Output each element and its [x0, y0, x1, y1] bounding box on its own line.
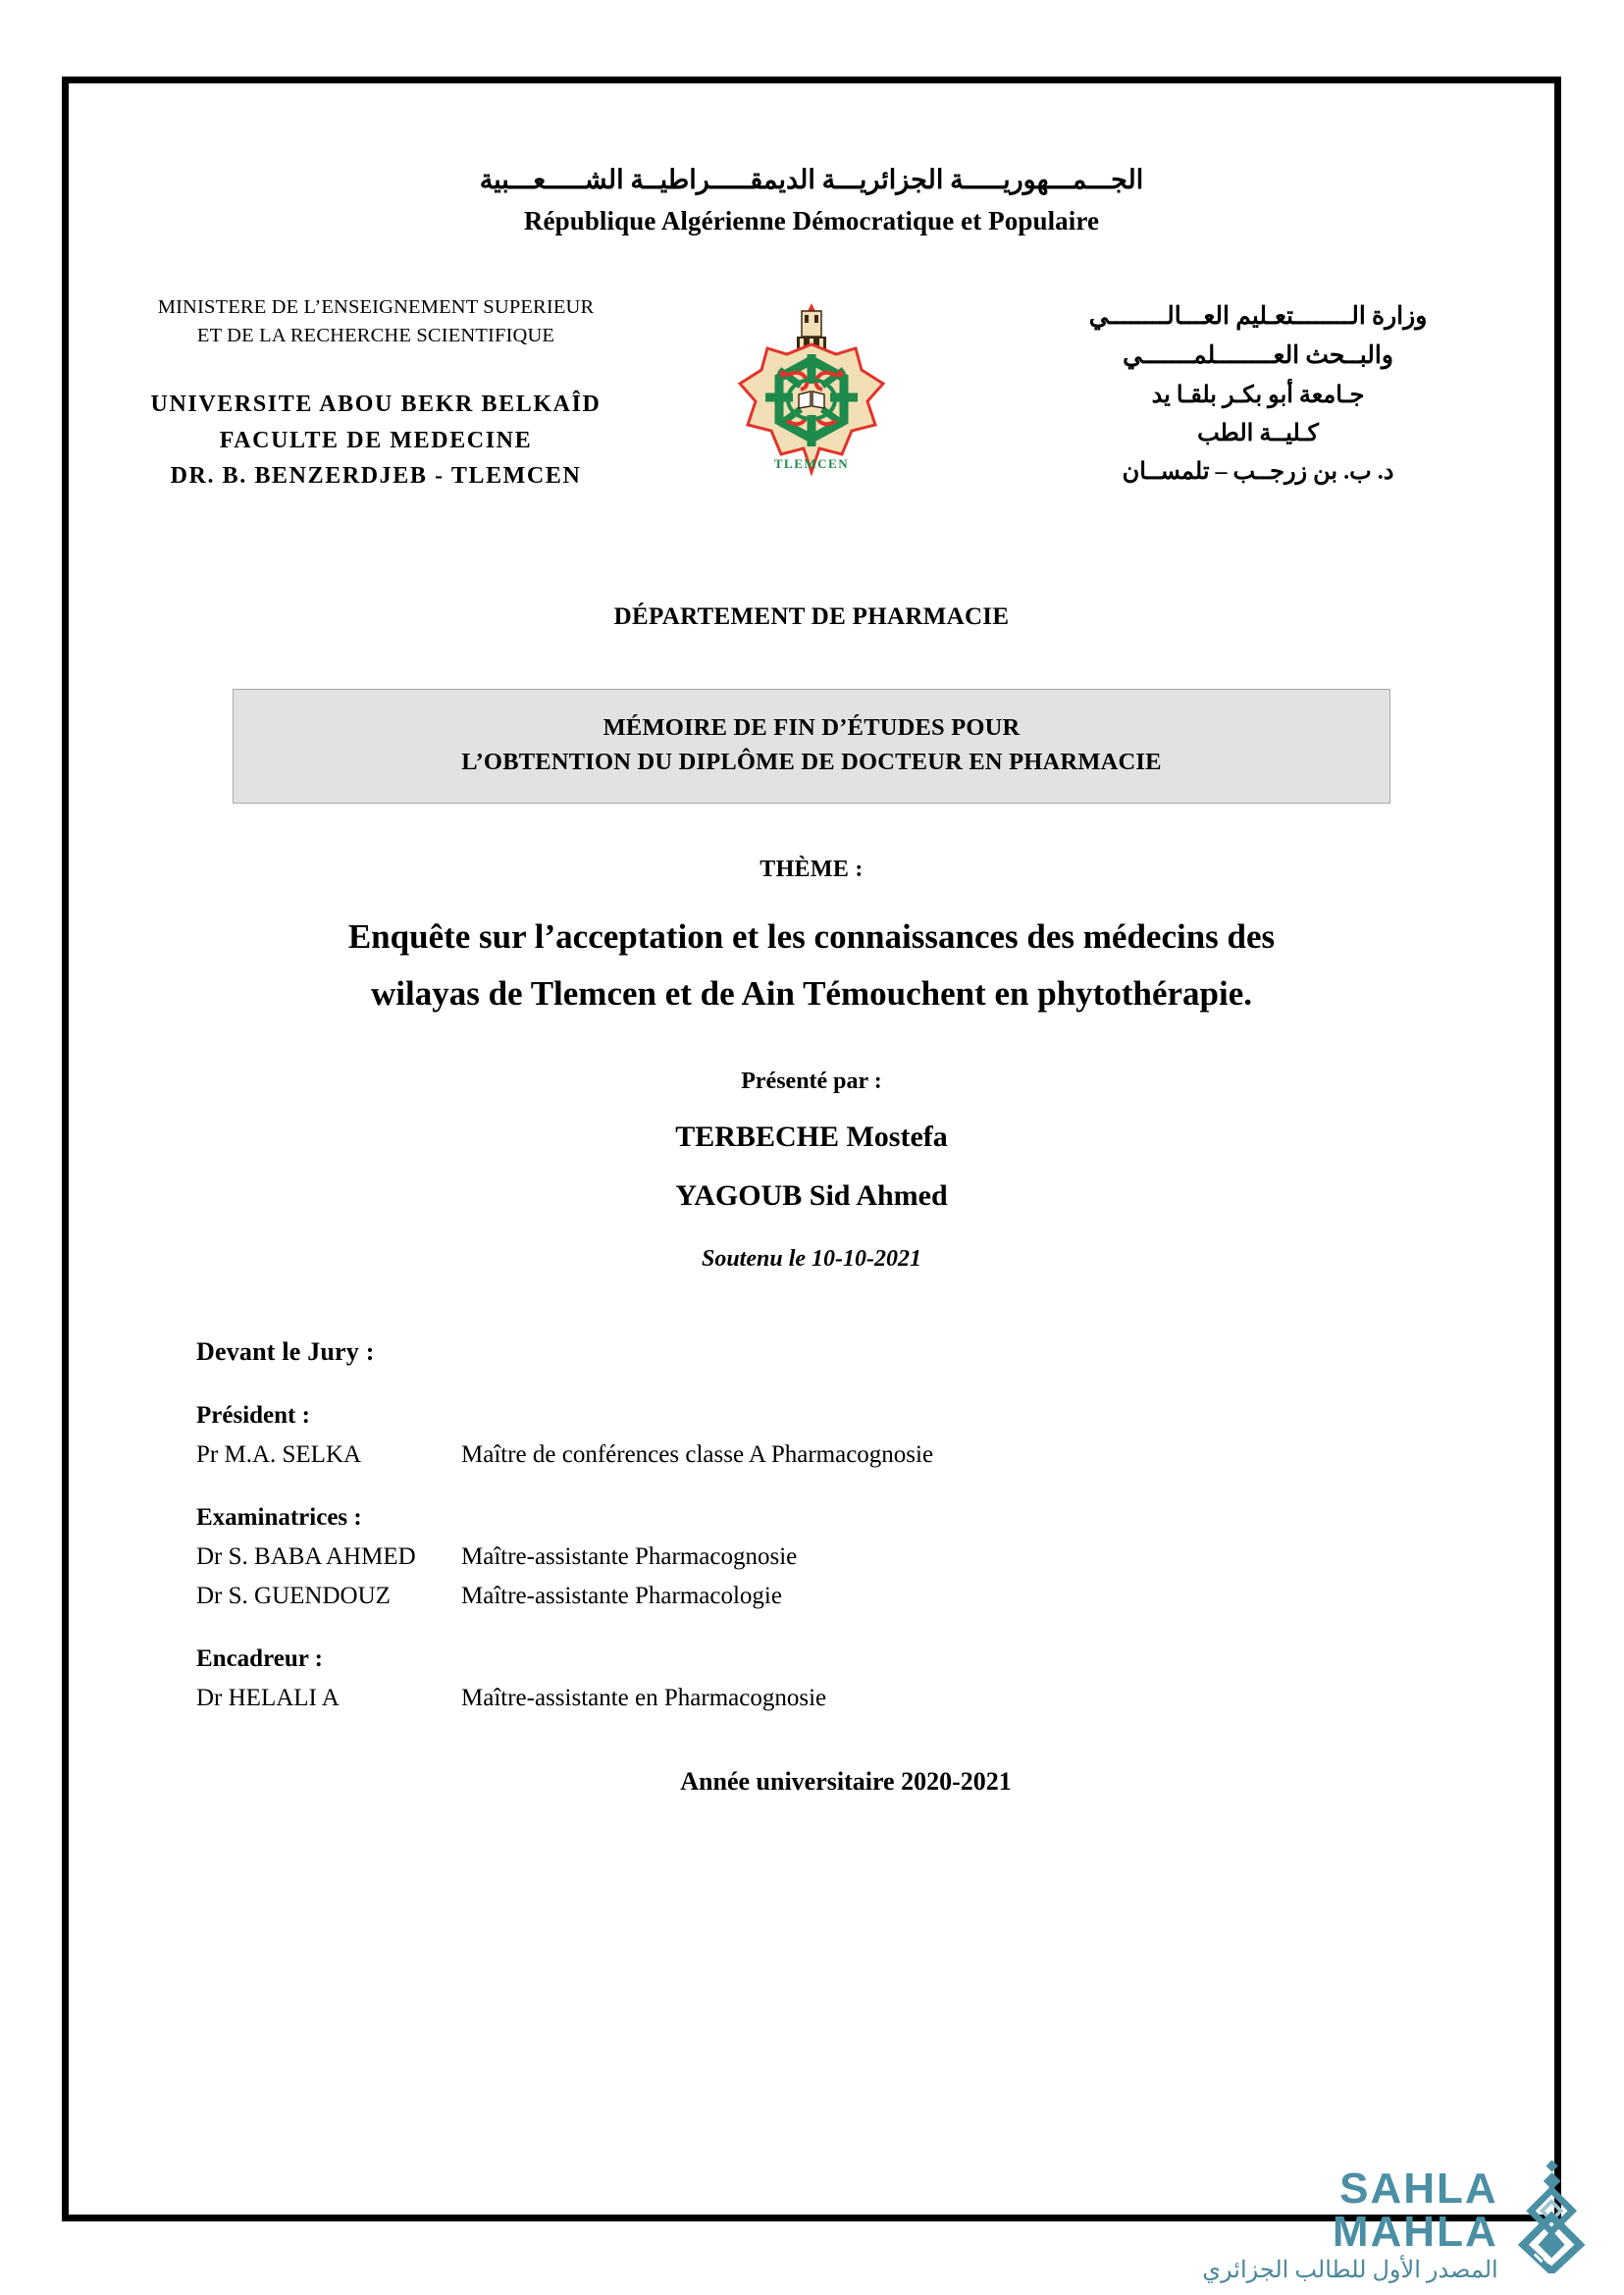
- jury-role-label: Président :: [196, 1401, 310, 1429]
- watermark-subtitle: المصدر الأول للطالب الجزائري: [1202, 2258, 1498, 2283]
- watermark-diamond-icon: [1506, 2158, 1597, 2273]
- jury-member-name: Dr S. GUENDOUZ: [196, 1582, 391, 1609]
- jury-member-name: Dr HELALI A: [196, 1684, 340, 1711]
- jury-group-supervisor: [196, 1645, 1515, 1712]
- ministry-line-2: ET DE LA RECHERCHE SCIENTIFIQUE: [196, 325, 555, 347]
- university-emblem-icon: [718, 299, 905, 496]
- jury-member-title: Maître-assistante Pharmacognosie: [461, 1542, 798, 1570]
- institution-band: [69, 293, 1554, 519]
- university-name: UNIVERSITE ABOU BEKR BELKAÎD: [150, 391, 602, 418]
- diploma-line-2: L’OBTENTION DU DIPLÔME DE DOCTEUR EN PHARMACIE: [461, 748, 1162, 775]
- jury-member-name: Pr M.A. SELKA: [196, 1440, 362, 1468]
- arabic-ministry-line-1: وزارة الــــــــتعـليم العـــالــــــــي: [1088, 302, 1428, 330]
- jury-member-row: [196, 1543, 1515, 1571]
- defense-date: Soutenu le 10-10-2021: [701, 1245, 921, 1272]
- republic-header: [69, 164, 1554, 236]
- arabic-ministry-line-2: والبــحث العــــــــلمـــــــي: [1123, 342, 1393, 370]
- arabic-institution-block: [983, 297, 1533, 492]
- arabic-faculty-name: كـليــة الطب: [1197, 420, 1319, 446]
- department-title: DÉPARTEMENT DE PHARMACIE: [613, 602, 1010, 630]
- jury-heading: Devant le Jury :: [196, 1336, 375, 1366]
- svg-text:TLEMCEN: TLEMCEN: [773, 455, 850, 471]
- faculty-name: FACULTE DE MEDECINE: [219, 427, 533, 453]
- jury-group-president: [196, 1402, 1515, 1469]
- republic-header-arabic: الجـــمـــهوريـــــة الجزائريـــة الديمقـــــراطيــة الشـــــعـــبية: [479, 165, 1144, 194]
- jury-member-title: Maître-assistante Pharmacologie: [461, 1582, 782, 1609]
- watermark-title: SAHLA MAHLA: [1332, 2165, 1498, 2256]
- ministry-line-1: MINISTERE DE L’ENSEIGNEMENT SUPERIEUR: [157, 295, 595, 318]
- jury-member-row: [196, 1441, 1515, 1469]
- jury-role-label: Encadreur :: [196, 1644, 323, 1672]
- republic-header-french: République Algérienne Démocratique et Populaire: [523, 205, 1100, 235]
- faculty-location: DR. B. BENZERDJEB - TLEMCEN: [170, 463, 582, 490]
- arabic-faculty-location: د. ب. بن زرجــب – تلمســان: [1122, 458, 1394, 485]
- jury-member-title: Maître-assistante en Pharmacognosie: [461, 1684, 827, 1711]
- jury-member-row: [196, 1685, 1515, 1712]
- jury-member-name: Dr S. BABA AHMED: [196, 1542, 416, 1570]
- diploma-statement-box: [233, 689, 1390, 805]
- author-name-2: YAGOUB Sid Ahmed: [675, 1178, 948, 1212]
- presented-by-label: Présenté par :: [741, 1068, 882, 1094]
- jury-role-label: Examinatrices :: [196, 1503, 362, 1531]
- diploma-line-1: MÉMOIRE DE FIN D’ÉTUDES POUR: [602, 713, 1021, 741]
- thesis-title: [69, 909, 1554, 1022]
- jury-member-row: [196, 1583, 1515, 1610]
- jury-section: [69, 1337, 1554, 1712]
- ministry-and-university-block: [86, 293, 665, 495]
- theme-label: THÈME :: [760, 857, 864, 883]
- thesis-title-line-2: wilayas de Tlemcen et de Ain Témouchent en phytothérapie.: [370, 974, 1252, 1014]
- sahla-mahla-watermark: [1175, 2158, 1597, 2283]
- jury-member-title: Maître de conférences classe A Pharmacognosie: [461, 1440, 934, 1468]
- document-page-border: [62, 77, 1561, 2221]
- document-page-content: [69, 164, 1554, 2295]
- jury-group-examiners: [196, 1504, 1515, 1610]
- academic-year: Année universitaire 2020-2021: [680, 1766, 1012, 1796]
- arabic-university-name: جـامعة أبو بكـر بلقـا يد: [1151, 382, 1365, 408]
- author-name-1: TERBECHE Mostefa: [675, 1120, 948, 1153]
- watermark-text: [1175, 2158, 1504, 2283]
- university-block: [86, 387, 665, 494]
- thesis-title-line-1: Enquête sur l’acceptation et les connaissances des médecins des: [347, 917, 1276, 957]
